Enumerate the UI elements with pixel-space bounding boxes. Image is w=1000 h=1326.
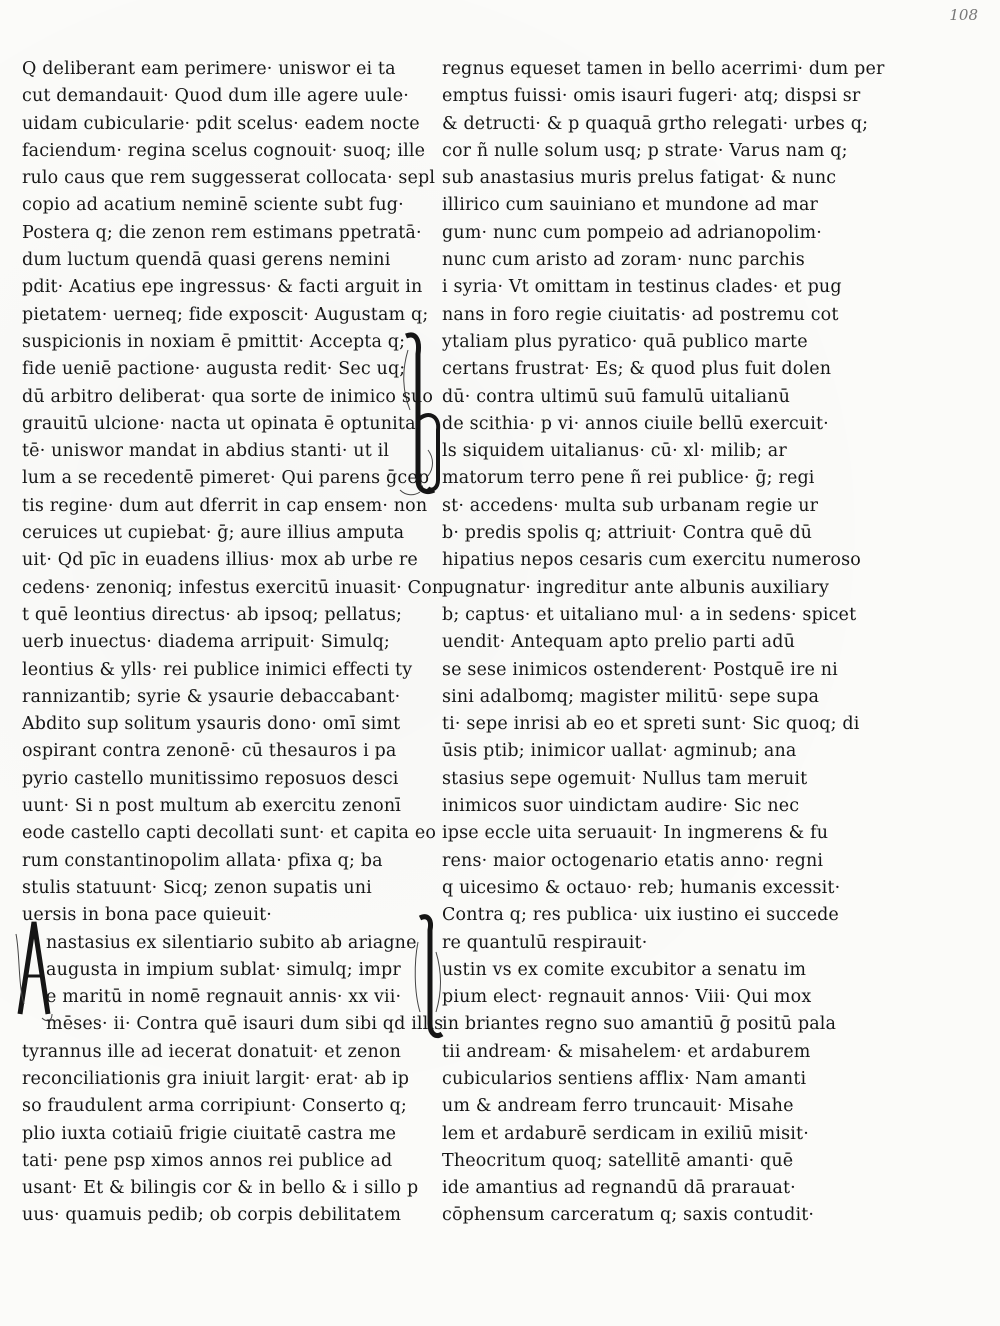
text-line: Theocritum quoq; satellitē amanti· quē [442,1150,794,1171]
text-line: mēses· ii· Contra quē isauri dum sibi qd illis [46,1014,444,1035]
text-line: dū· contra ultimū suū famulū uitalianū [442,386,791,407]
text-line: ls siquidem uitalianus· cū· xl· milib; ar [442,441,787,462]
text-line: t quē leontius directus· ab ipsoq; pellatus; [22,604,403,625]
text-line: e maritū in nomē regnauit annis· xx vii· [46,987,402,1008]
text-line: cor ñ nulle solum usq; p strate· Varus nam q; [442,140,848,161]
text-line: regnus equeset tamen in bello acerrimi· dum per [442,59,885,79]
text-line: dū arbitro deliberat· qua sorte de inimico suo [22,386,434,407]
text-line: de scithia· p vi· annos ciuile bellū exercuit· [442,413,829,434]
text-line: Q deliberant eam perimere· uniswor ei ta [22,59,396,79]
text-line: tis regine· dum aut dferrit in cap ensem· non [22,495,428,516]
text-line: nans in foro regie ciuitatis· ad postremu cot [442,304,839,325]
text-line: uunt· Si n post multum ab exercitu zenonī [22,796,401,817]
left-text-column [22,56,444,1230]
text-line: ide amantius ad regnandū dā prarauat· [442,1178,796,1199]
text-line: in briantes regno suo amantiū ḡ positū pala [442,1014,837,1035]
text-line: nastasius ex silentiario subito ab ariagne [46,932,417,953]
text-line: uit· Qd pīc in euadens illius· mox ab urbe re [22,550,418,571]
text-line: lum a se recedentē pimeret· Qui parens ḡcep [22,468,430,489]
text-line: fide ueniē pactione· augusta redit· Sec uq; [22,359,406,380]
text-line: certans frustrat· Es; & quod plus fuit dolen [442,359,832,380]
text-line: cut demandauit· Quod dum ille agere uule· [22,86,409,107]
text-line: ti· sepe inrisi ab eo et spreti sunt· Sic quoq; di [442,714,860,735]
text-line: inimicos suor uindictam audire· Sic nec [442,796,800,817]
text-line: rulo caus que rem suggesserat collocata· sepl [22,168,436,189]
text-line: eode castello capti decollati sunt· et capita eo [22,823,437,844]
text-line: cubicularios sentiens afflix· Nam amanti [442,1068,807,1089]
text-line: hipatius nepos cesaris cum exercitu numeroso [442,550,861,571]
text-line: sub anastasius muris prelus fatigat· & nunc [442,168,837,189]
text-line: tyrannus ille ad iecerat donatuit· et zenon [22,1041,402,1062]
text-line: pium elect· regnauit annos· Viii· Qui mox [442,987,812,1008]
text-line: ustin vs ex comite excubitor a senatu im [442,959,807,980]
text-line: Abdito sup solitum ysauris dono· omī simt [22,714,401,735]
text-line: rannizantib; syrie & ysaurie debaccabant· [22,686,401,707]
text-line: i syria· Vt omittam in testinus clades· et pug [442,277,842,298]
text-line: & detructi· & p quaquā grtho relegati· urbes q; [442,113,869,134]
text-line: cōphensum carceratum q; saxis contudit· [442,1205,815,1226]
text-line: reconciliationis gra iniuit largit· erat· ab ip [22,1068,410,1089]
text-line: stasius sepe ogemuit· Nullus tam meruit [442,768,808,789]
text-line: copio ad acatium neminē sciente subt fug· [22,195,404,216]
text-line: leontius & ylls· rei publice inimici effecti ty [22,659,413,680]
text-line: gum· nunc cum pompeio ad adrianopolim· [442,222,823,243]
text-line: ytaliam plus pyratico· quā publico marte [442,331,808,352]
text-line: emptus fuissi· omis isauri fugeri· atq; dispsi sr [442,86,861,107]
text-line: rum constantinopolim allata· pfixa q; ba [22,850,383,871]
text-line: illirico cum sauiniano et mundone ad mar [442,195,819,216]
text-line: uidam cubicularie· pdit scelus· eadem nocte [22,113,420,134]
text-line: cedens· zenoniq; infestus exercitū inuasit· Con [22,577,444,598]
text-line: tii andream· & misahelem· et ardaburem [442,1041,811,1062]
text-line: stulis statuunt· Sicq; zenon supatis uni [22,877,372,898]
text-line: sini adalbomq; magister militū· sepe supa [442,686,820,707]
text-line: q uicesimo & octauo· reb; humanis excessit· [442,877,841,898]
text-line: uendit· Antequam apto prelio parti adū [442,632,795,653]
text-line: b· predis spolis q; attriuit· Contra quē dū [442,523,813,544]
text-line: tē· uniswor mandat in abdius stanti· ut il [22,441,390,462]
text-line: uus· quamuis pedib; ob corpis debilitatem [22,1205,402,1226]
text-line: pyrio castello munitissimo reposuos desci [22,768,399,789]
text-line: grauitū ulcione· nacta ut opinata ē optunita [22,413,416,434]
text-line: tati· pene psp ximos annos rei publice ad [22,1150,393,1171]
text-line: dum luctum quendā quasi gerens nemini [22,250,391,271]
text-line: ūsis ptib; inimicor uallat· agminub; ana [442,741,797,762]
text-line: re quantulū respirauit· [442,932,648,953]
text-line: so fraudulent arma corripiunt· Conserto q; [22,1096,407,1117]
text-line: ipse eccle uita seruauit· In ingmerens & fu [442,823,829,844]
text-line: faciendum· regina scelus cognouit· suoq; ille [22,140,426,161]
text-line: augusta in impium sublat· simulq; impr [46,959,401,980]
text-line: rens· maior octogenario etatis anno· regni [442,850,824,871]
text-line: ospirant contra zenonē· cū thesauros i pa [22,741,397,762]
folio-number: 108 [949,6,978,24]
text-line: plio iuxta cotiaiū frigie ciuitatē castra me [22,1123,397,1144]
text-line: pdit· Acatius epe ingressus· & facti arguit in [22,277,423,298]
text-line: pugnatur· ingreditur ante albunis auxiliary [442,577,830,598]
text-line: um & andream ferro truncauit· Misahe [442,1096,794,1117]
text-line: b; captus· et uitaliano mul· a in sedens· spicet [442,604,857,625]
text-line: pietatem· uerneq; fide exposcit· Augustam q; [22,304,429,325]
text-line: nunc cum aristo ad zoram· nunc parchis [442,250,805,271]
text-line: uersis in bona pace quieuit· [22,905,272,926]
text-line: uerb inuectus· diadema arripuit· Simulq; [22,632,390,653]
text-line: ceruices ut cupiebat· ḡ; aure illius amputa [22,523,405,544]
text-line: usant· Et & bilingis cor & in bello & i sillo p [22,1178,419,1199]
text-line: suspicionis in noxiam ē pmittit· Accepta q; [22,331,406,352]
text-line: lem et ardaburē serdicam in exiliū misit· [442,1123,809,1144]
text-line: Contra q; res publica· uix iustino ei succede [442,905,839,926]
text-line: se sese inimicos ostenderent· Postquē ire ni [442,659,838,680]
text-line: Postera q; die zenon rem estimans ppetratā· [22,222,422,243]
text-line: matorum terro pene ñ rei publice· ḡ; regi [442,468,815,489]
right-text-column [442,56,885,1230]
text-line: st· accedens· multa sub urbanam regie ur [442,495,819,516]
